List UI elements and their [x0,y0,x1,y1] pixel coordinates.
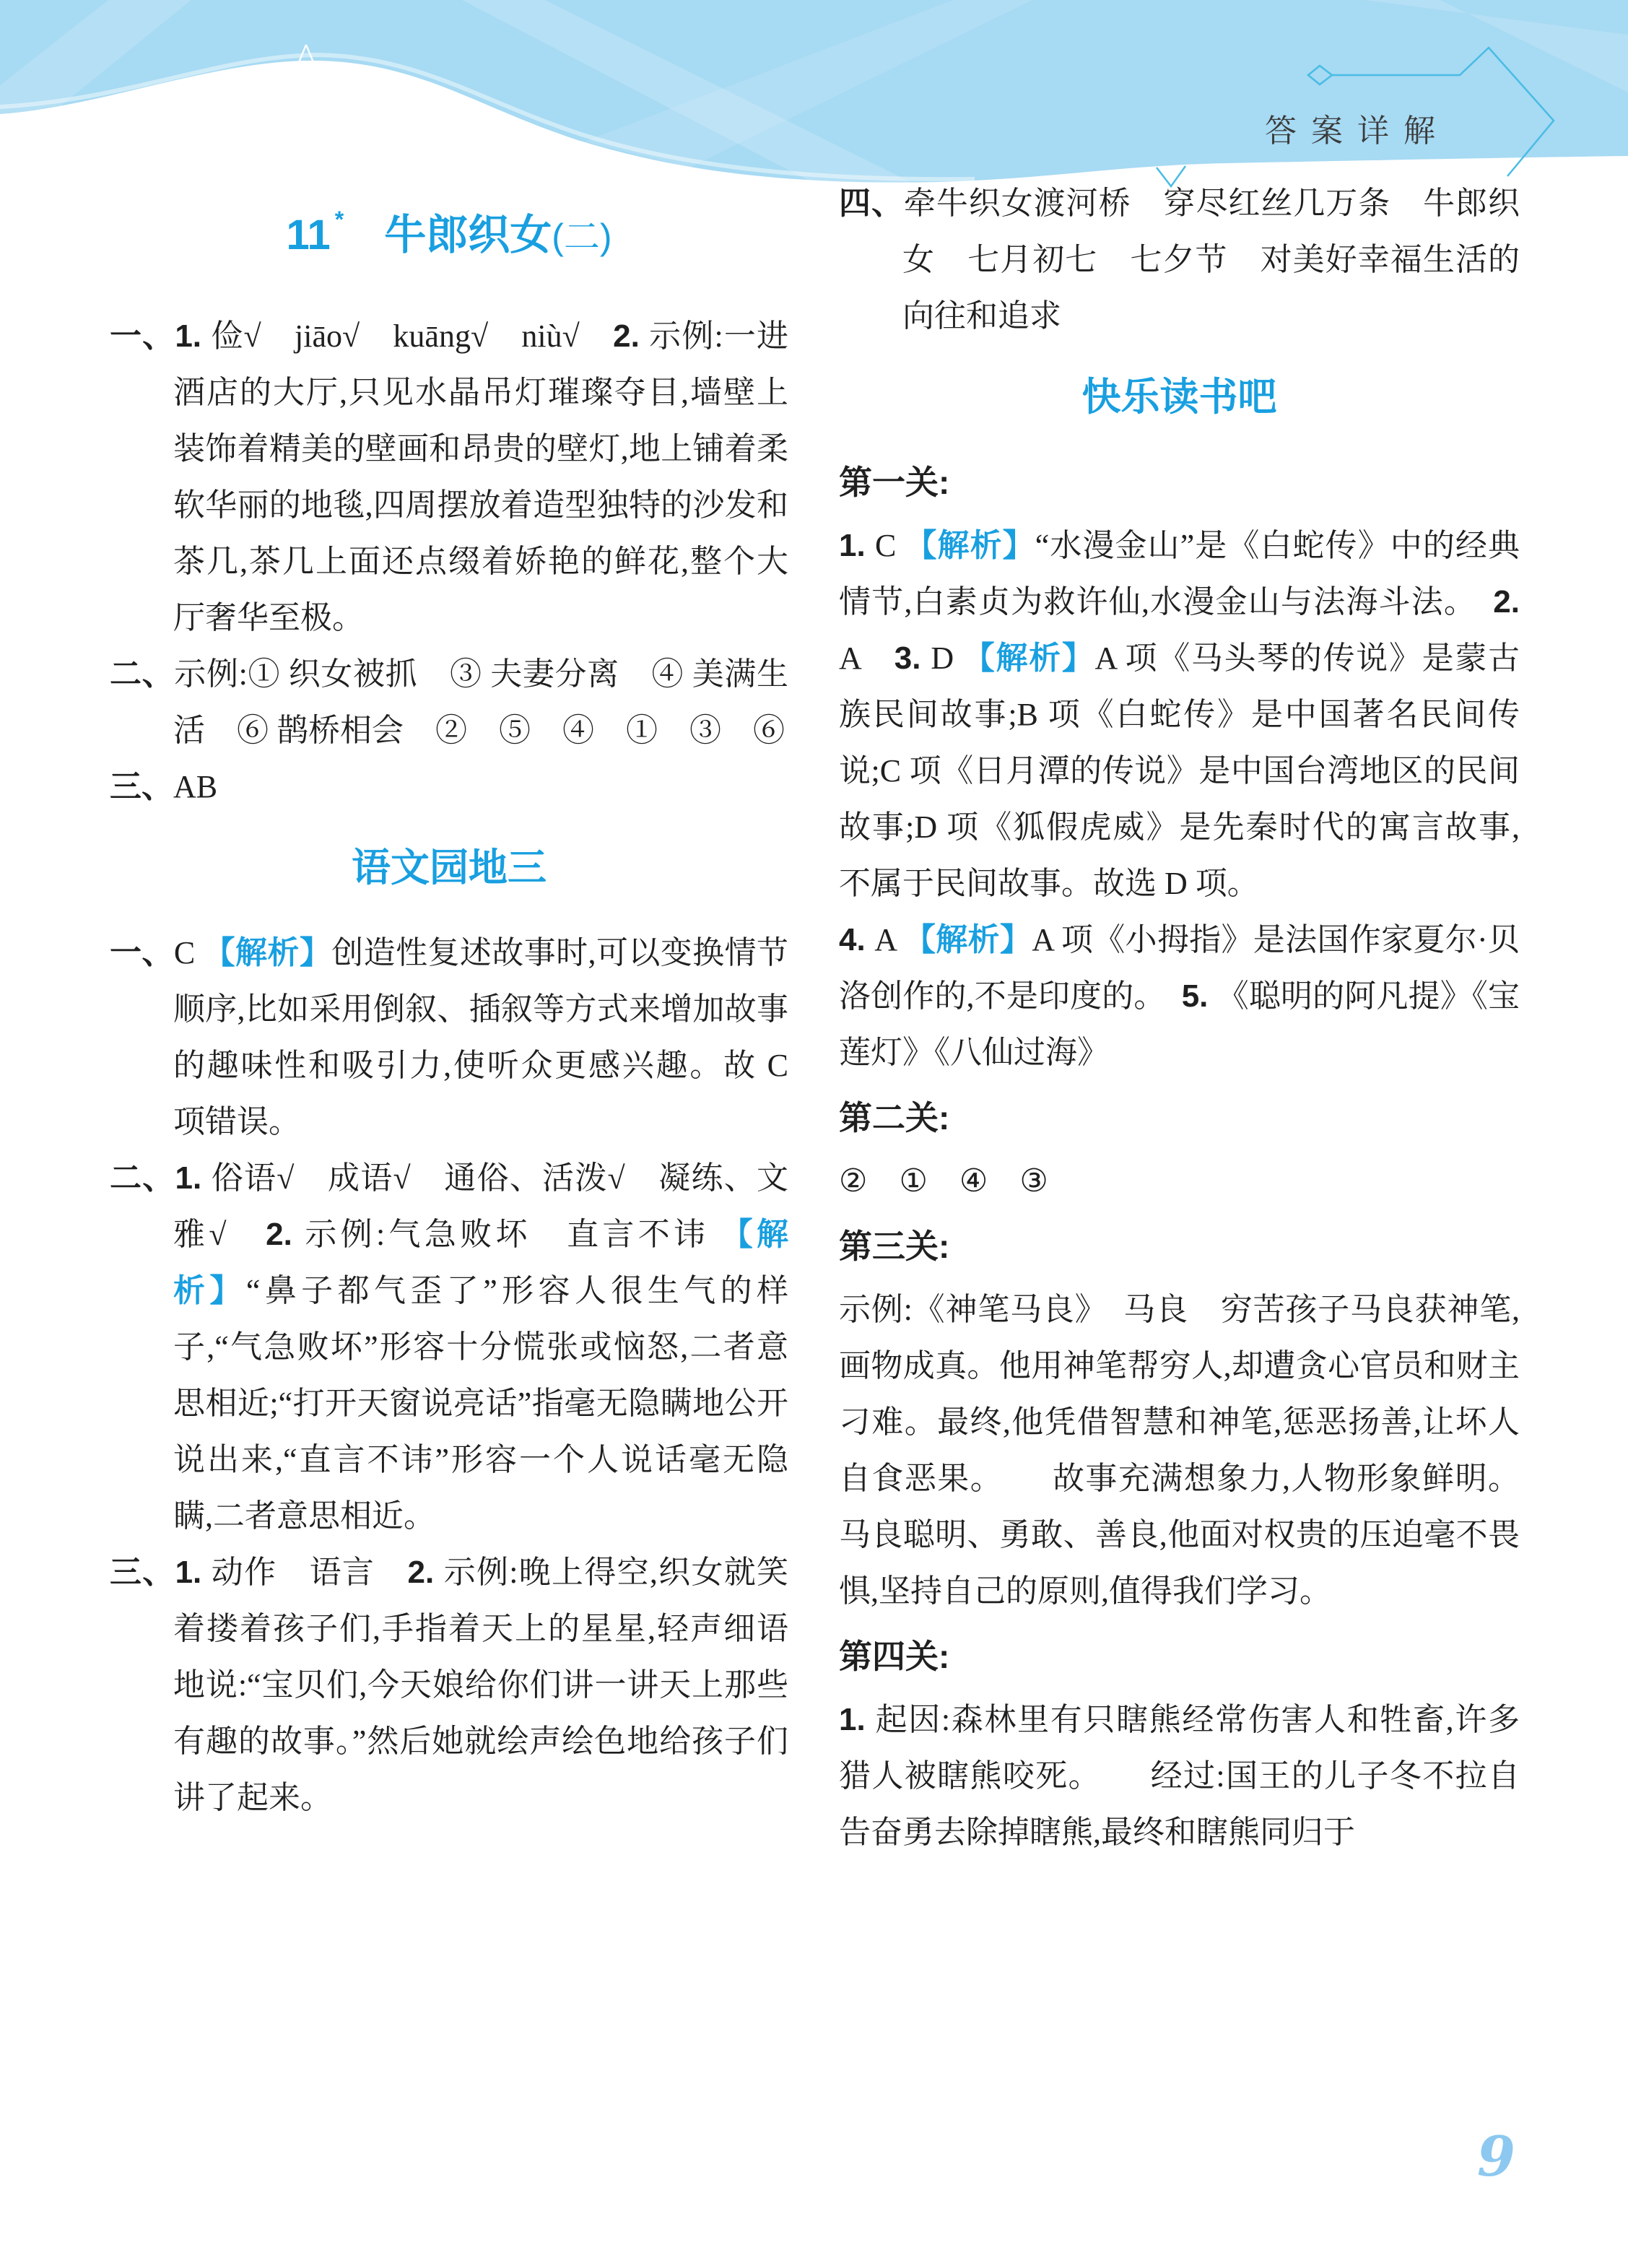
answer-paragraph-11: 示例:《神笔马良》 马良 穷苦孩子马良获神笔,画物成真。他用神笔帮穷人,却遭贪心官员和财主刁难。最终,他凭借智慧和神笔,惩恶扬善,让坏人自食恶果。 故事充满想象力,人物形象鲜明。马良聪明、勇敢、善良,他面对权贵的压迫毫不畏惧,坚持自己的原则,值得我们学习。 [839,1292,1520,1609]
chapter-part: (二) [552,217,612,257]
answer-paragraph-7: 四、牵牛织女渡河桥 穿尽红丝几万条 牛郎织女 七月初七 七夕节 对美好幸福生活的向往和追求 [839,186,1520,334]
answer-paragraph-5: 二、1. 俗语√ 成语√ 通俗、活泼√ 凝练、文雅√ 2. 示例:气急败坏 直言不讳 【解析】“鼻子都气歪了”形容人很生气的样子,“气急败坏”形容十分慌张或恼怒,二者意思相近;“打开天窗说亮话”指毫无隐瞒地公开说出来,“直言不讳”形容一个人说话毫无隐瞒,二者意思相近。 [110,1160,789,1534]
level-label-3: 第三关: [839,1228,950,1265]
answer-paragraph-3: 三、AB [110,769,218,804]
chapter-title [110,196,788,261]
section-heading-kuaile-dushuba: 快乐读书吧 [1081,375,1277,419]
answer-paragraph-12: 1. 起因:森林里有只瞎熊经常伤害人和牲畜,许多猎人被瞎熊咬死。 经过:国王的儿子冬不拉自告奋勇去除掉瞎熊,最终和瞎熊同归于 [839,1702,1520,1850]
answer-paragraph-1: 一、1. 俭√ jiāo√ kuāng√ niù√ 2. 示例:一进酒店的大厅,只见水晶吊灯璀璨夺目,墙壁上装饰着精美的壁画和昂贵的壁灯,地上铺着柔软华丽的地毯,四周摆放着造型独特的沙发和茶几,茶几上面还点缀着娇艳的鲜花,整个大厅奢华至极。 [110,318,789,635]
level-label-2: 第二关: [839,1099,950,1137]
chapter-name: 牛郎织女 [384,212,552,258]
page-header-title: 答案详解 [1265,113,1450,149]
level-label-1: 第一关: [839,464,950,501]
answer-paragraph-2: 二、示例:① 织女被抓 ③ 夫妻分离 ④ 美满生活 ⑥ 鹊桥相会 ② ⑤ ④ ① ③ ⑥ [110,656,789,748]
right-column [839,175,1520,1861]
page-number: 9 [1477,2124,1515,2189]
chapter-star-mark: * [334,207,344,233]
answer-paragraph-8: 1. C 【解析】“水漫金山”是《白蛇传》中的经典情节,白素贞为救许仙,水漫金山与法海斗法。 2. A 3. D 【解析】A 项《马头琴的传说》是蒙古族民间故事;B 项《白蛇传》是中国著名民间传说;C 项《日月潭的传说》是中国台湾地区的民间故事;D 项《狐假虎威》是先秦时代的寓言故事,不属于民间故事。故选 D 项。 [839,528,1520,901]
left-column [110,175,788,1826]
chapter-number: 11 [286,212,331,258]
answer-paragraph-6: 三、1. 动作 语言 2. 示例:晚上得空,织女就笑着搂着孩子们,手指着天上的星星,轻声细语地说:“宝贝们,今天娘给你们讲一讲天上那些有趣的故事。”然后她就绘声绘色地给孩子们讲了起来。 [110,1555,789,1815]
answer-paragraph-4: 一、C 【解析】创造性复述故事时,可以变换情节顺序,比如采用倒叙、插叙等方式来增加故事的趣味性和吸引力,使听众更感兴趣。故 C 项错误。 [110,935,789,1139]
answer-paragraph-10: ② ① ④ ③ [839,1163,1048,1199]
answer-paragraph-9: 4. A 【解析】A 项《小拇指》是法国作家夏尔·贝洛创作的,不是印度的。 5. 《聪明的阿凡提》《宝莲灯》《八仙过海》 [839,922,1520,1070]
level-label-4: 第四关: [839,1638,950,1675]
section-heading-yuwen-yuandi: 语文园地三 [352,846,547,890]
